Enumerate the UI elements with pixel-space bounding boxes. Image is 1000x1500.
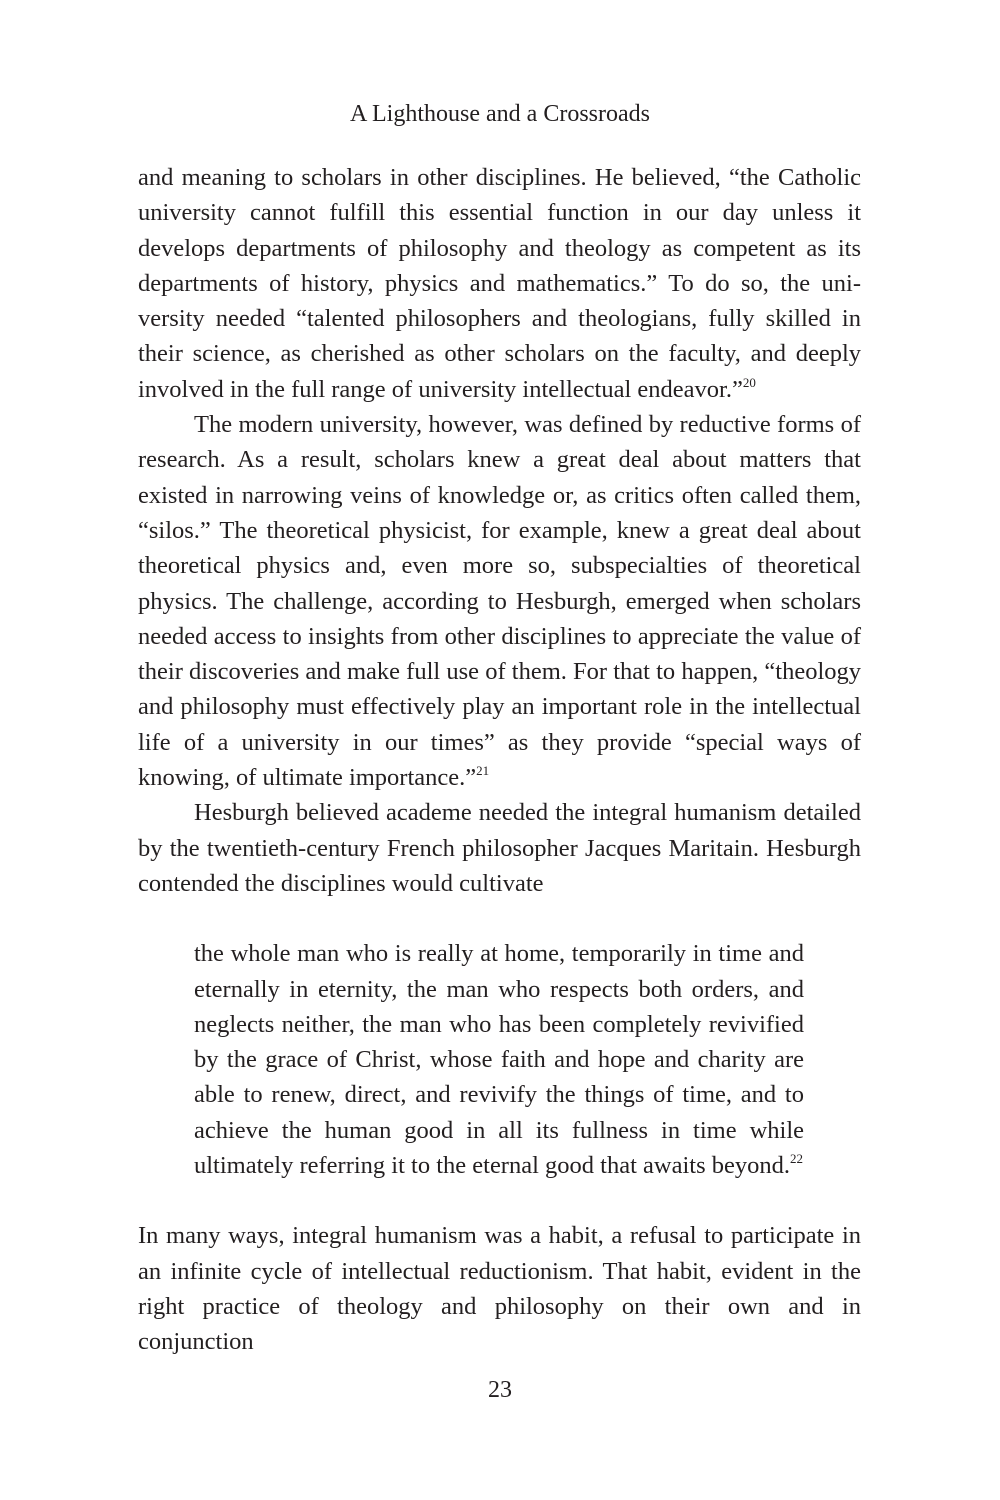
block-quote-text: the whole man who is really at home, temporarily in time and eternally in eternity, the man who respects both orders, and neglects neither, the man who has been completely revivified by the grace of Christ, whose faith and hope and charity are able to renew, direct, and revivify the things of time, and to achieve the human good in all its fullness in time while ultimately referring it to the eternal good that awaits beyond. <box>194 940 804 1180</box>
paragraph-text: In many ways, integral humanism was a habit, a refusal to participate in an infinite cycle of intellectual reductionism. That habit, evident in the right practice of theology and philosophy on their own and in conjunction <box>138 1222 861 1356</box>
page-number: 23 <box>488 1377 512 1403</box>
paragraph-1 <box>138 160 861 407</box>
footnote-ref-22[interactable]: 22 <box>789 1151 803 1167</box>
footnote-ref-20[interactable]: 20 <box>742 374 756 390</box>
running-head: A Lighthouse and a Crossroads <box>350 101 650 127</box>
block-quote <box>194 936 804 1183</box>
paragraph-4 <box>138 1218 861 1359</box>
paragraph-text: and meaning to scholars in other disciplines. He believed, “the Catholic university cannot fulfill this essential function in our day unless it develops departments of philosophy and theology as competent as its departments of history, physics and mathematics.” To do so, the university needed “talented philosophers and theologians, fully skilled in their science, as cherished as other scholars on the faculty, and deeply involved in the full range of university intellectual endeavor.” <box>138 164 861 403</box>
paragraph-2 <box>138 407 861 795</box>
paragraph-text: The modern university, however, was defined by reductive forms of research. As a result, scholars knew a great deal about matters that existed in narrowing veins of knowledge or, as critics often called them, “silos.” The theoretical physicist, for example, knew a great deal about theoretical physics and, even more so, subspecialties of theoretical physics. The challenge, according to Hesburgh, emerged when scholars needed access to insights from other disciplines to appreciate the value of their discoveries and make full use of them. For that to happen, “theology and philosophy must effectively play an important role in the intellectual life of a university in our times” as they provide “special ways of knowing, of ultimate importance.” <box>138 411 861 792</box>
paragraph-text: Hesburgh believed academe needed the integral humanism detailed by the twentieth-century French philosopher Jacques Maritain. Hesburgh contended the disciplines would cultivate <box>138 799 861 897</box>
footnote-ref-21[interactable]: 21 <box>476 763 490 779</box>
body-text <box>138 160 861 1360</box>
paragraph-3 <box>138 795 861 901</box>
